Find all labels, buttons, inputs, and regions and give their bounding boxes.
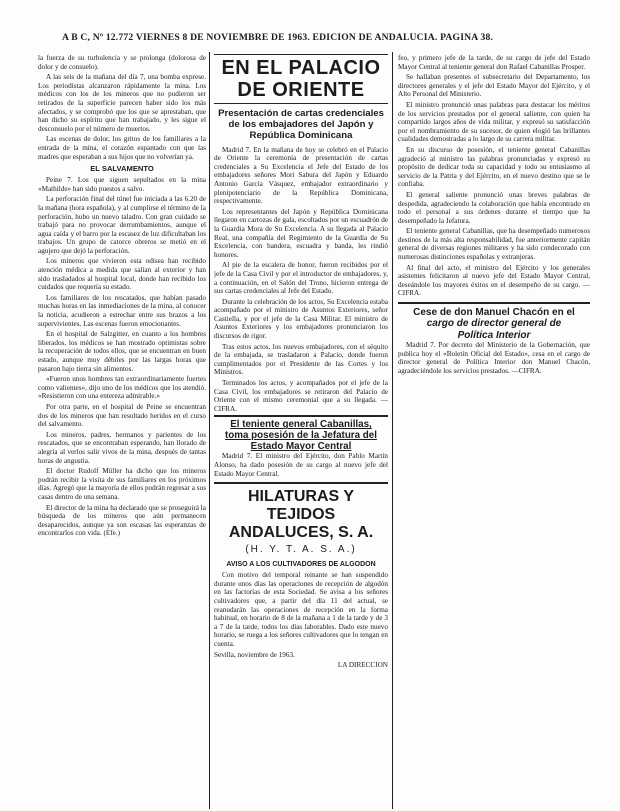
ad-title: HILATURAS Y TEJIDOS bbox=[247, 488, 355, 524]
column-divider-2 bbox=[392, 52, 393, 809]
column-divider-1 bbox=[209, 52, 210, 809]
article-paragraph: Madrid 7. Por decreto del Ministerio de la Gobernación, que publica hoy el «Boletín Oficial del Estado», cesa en el cargo de director general de Política Interior don Manuel Chacón, agradeciéndole los servicios prestados. —CIFRA. bbox=[398, 341, 590, 376]
article-paragraph: El doctor Rudolf Müller ha dicho que los mineros podrán recibir la visita de sus familiares en los próximos días. Agregó que la mayoría de ellos podrán regresar a sus casas dentro de una semana. bbox=[38, 467, 206, 501]
article-paragraph: El general saliente pronunció unas breves palabras de despedida, agradeciendo la colaboración que había encontrado en todo el personal a sus órdenes durante el tiempo que ha desempeñado la Jefatura. bbox=[398, 190, 590, 225]
ad-body: Con motivo del temporal reinante se han suspendido durante unos días las operaciones de recepción de algodón en las factorías de esta Sociedad. Se avisa a los señores cultivadores que, a partir del día 11 del actual, se reanudarán las operaciones de recepción en la forma habitual, en horario de 8 de la mañana a 1 de la tarde y de 3 a 7 de la tarde, todos los días laborables. Dado este nuevo horario, se ruega a los señores cultivadores que lo tengan en cuenta. bbox=[214, 571, 388, 648]
article-paragraph: Las escenas de dolor, los gritos de los familiares a la entrada de la mina, el corazón espantado con que las madres que esperaban a sus hijos que no volverían ya. bbox=[38, 135, 206, 161]
headline-line: El teniente general Cabanillas, bbox=[230, 419, 372, 431]
article-paragraph: Por otra parte, en el hospital de Peine se encuentran dos de los mineros que han resultado heridos en el curso del salvamento. bbox=[38, 402, 206, 429]
headline-cabanillas bbox=[214, 415, 388, 452]
article-paragraph: El ministro pronunció unas palabras para destacar los méritos de los servicios prestados por el general saliente, con quien ha compartido largos años de vida militar, y expresó su satisfacción por el nombramiento de su sucesor, de quien elogió las brillantes cualidades demostradas a lo largo de su carrera militar. bbox=[398, 100, 590, 144]
headline-line: cargo de director general de bbox=[426, 318, 562, 330]
headline-line: toma posesión de la Jefatura del Estado Mayor Central bbox=[225, 430, 377, 453]
article-paragraph: Terminados los actos, y acompañados por el jefe de la Casa Civil, los embajadores se retiraron del Palacio de Oriente con el mismo ceremonial que a su llegada. —CIFRA. bbox=[214, 379, 388, 413]
column-1 bbox=[38, 54, 206, 811]
article-paragraph: El teniente general Cabanillas, que ha desempeñado numerosos destinos de la más alta responsabilidad, fue anteriormente capitán general de diversas regiones militares y ha sido condecorado con numerosas distinciones españolas y extranjeras. bbox=[398, 227, 590, 262]
article-paragraph: A las seis de la mañana del día 7, una bomba exprese. Los periodistas alcanzaron rápidamente la mina. Los médicos con los de los mineros que no pudieron ser retirados de la superficie parecen haber sido los más afectados, y se comprobó que los que se aprestaban, que han dicho su espíritu que han trabajado, y les sigue el desconsuelo por el número de muertos. bbox=[38, 73, 206, 133]
article-paragraph: Al final del acto, el ministro del Ejército y los generales asistentes felicitaron al nuevo jefe del Estado Mayor Central, deseándole los mayores éxitos en el desempeño de su cargo. —CIFRA. bbox=[398, 263, 590, 298]
column-2 bbox=[214, 54, 388, 811]
article-paragraph: Los mineros, padres, hermanos y parientes de los rescatados, que se encontraban esperando, han llorado de alegría al verlos salir vivos de la mina, después de tantas horas de angustia. bbox=[38, 430, 206, 465]
article-paragraph: Se hallaban presentes el subsecretario del Departamento, los directores generales y el jefe del Estado Mayor del Ejército, y el Alto Personal del Ministerio. bbox=[398, 73, 590, 99]
article-paragraph: feo, y primero jefe de la tarde, de su cargo de jefe del Estado Mayor Central al teniente general don Rafael Cabanillas Prosper. bbox=[398, 54, 590, 71]
headline-deck: Presentación de cartas credenciales de los embajadores del Japón y República Dominicana bbox=[218, 108, 384, 142]
article-paragraph: Madrid 7. El ministro del Ejército, don Pablo Martín Alonso, ha dado posesión de su cargo al nuevo jefe del Estado Mayor Central. bbox=[214, 452, 388, 478]
ad-signature: LA DIRECCION bbox=[337, 661, 388, 670]
headline-line: Política Interior bbox=[457, 329, 531, 341]
column-3 bbox=[398, 54, 590, 811]
article-paragraph: Durante la celebración de los actos, Su Excelencia estaba acompañado por el ministro de Asuntos Exteriores, señor Castiella, y por el jefe de la Casa Militar. El ministro de Asuntos Exteriores y los embajadores pronunciaron los discursos de rigor. bbox=[214, 297, 388, 341]
page-header: A B C, Nº 12.772 VIERNES 8 DE NOVIEMBRE DE 1963. EDICION DE ANDALUCIA. PAGINA 38. bbox=[62, 32, 494, 43]
article-paragraph: Al pie de la escalera de honor, fueron recibidos por el jefe de la Casa Civil y por el introductor de embajadores, y, a continuación, en el Salón del Trono, hicieron entrega de sus cartas credenciales al Jefe del Estado. bbox=[214, 261, 388, 296]
ad-place-date: Sevilla, noviembre de 1963. bbox=[214, 650, 295, 659]
ad-caption: AVISO A LOS CULTIVADORES DE ALGODON bbox=[226, 561, 376, 569]
headline-palacio: EN EL PALACIO DE ORIENTE bbox=[214, 54, 388, 104]
article-paragraph: En el hospital de Salzgitter, en cuanto a los hombres liberados, los médicos se han mostrado optimistas sobre la recuperación de todos ellos, que se encuentran en buen estado, aunque muy débiles por las largas horas que pasaron bajo tierra sin alimentos. bbox=[38, 330, 206, 373]
article-paragraph: En su discurso de posesión, el teniente general Cabanillas agradeció al ministro las palabras pronunciadas y expresó su propósito de dedicar toda su capacidad y todo su entusiasmo al servicio de la Patria y del Ejército, en el nuevo destino que se le confiaba. bbox=[398, 145, 590, 189]
ad-subtitle: (H. Y. T. A. S. A.) bbox=[245, 544, 357, 556]
article-paragraph: Los mineros que vivieron esta odisea han recibido atención médica a medida que salían al exterior y han sido trasladados al hospital local, donde han recibido los cuidados que requería su estado. bbox=[38, 257, 206, 292]
article-paragraph: «Fueron unos hombres tan extraordinariamente fuertes como valientes», dijo uno de los médicos que los atendió. «Resistieron con una entereza admirable.» bbox=[38, 375, 206, 401]
article-paragraph: Tras estos actos, los nuevos embajadores, con el séquito de la embajada, se trasladaron a Palacio, donde fueron cumplimentados por el Presidente de las Cortes y los Ministros. bbox=[214, 342, 388, 377]
article-paragraph: Los representantes del Japón y República Dominicana llegaron en carrozas de gala, escoltados por un escuadrón de la Guardia Mora de Su Excelencia. A su llegada al Palacio Real, una compañía del Regimiento de la Guardia de Su Excelencia, con bandera, escuadra y banda, les rindió honores. bbox=[214, 207, 388, 259]
headline-line: Cese de don Manuel Chacón en el bbox=[413, 307, 575, 319]
article-paragraph: Los familiares de los rescatados, que habían pasado muchas horas en las inmediaciones de la mina, al conocer la noticia, acudieron a estrechar entre sus brazos a los supervivientes. Las escenas fueron emocionantes. bbox=[38, 293, 206, 328]
article-paragraph: Madrid 7. En la mañana de hoy se celebró en el Palacio de Oriente la ceremonia de presentación de cartas credenciales a Su Excelencia el Jefe del Estado de los embajadores señores Mori Sabura del Japón y Eduardo Antonio García Vásquez, embajador extraordinario y plenipotenciario de la República Dominicana, respectivamente. bbox=[214, 145, 388, 206]
article-paragraph: la fuerza de su turbulencia y se prolonga (dolorosa de dolor y de consuelo). bbox=[38, 54, 206, 71]
headline-chacon bbox=[398, 302, 590, 341]
section-subhead: EL SALVAMENTO bbox=[90, 164, 154, 174]
article-paragraph: La perforación final del túnel fue iniciada a las 6.20 de la mañana (hora española), y al cumplirse el término de la perforación, hubo un nuevo taladro. Con gran cuidado se trabajó para no provocar derrumbamientos, aunque el agua caída y el barro por la escasez de luz dificultaban los trabajos. Un grupo de catorce obreros se metió en el agujero que dejó la perforación. bbox=[38, 195, 206, 255]
advertisement bbox=[214, 482, 388, 670]
article-paragraph: El director de la mina ha declarado que se proseguirá la búsqueda de los mineros que aún permanecen desaparecidos, aunque ya son escasas las esperanzas de encontrarlos con vida. (Efe.) bbox=[38, 503, 206, 538]
article-paragraph: Peine 7. Los que siguen sepultados en la mina «Mathilde» han sido puestos a salvo. bbox=[38, 176, 206, 193]
ad-title: ANDALUCES, S. A. bbox=[228, 524, 374, 542]
